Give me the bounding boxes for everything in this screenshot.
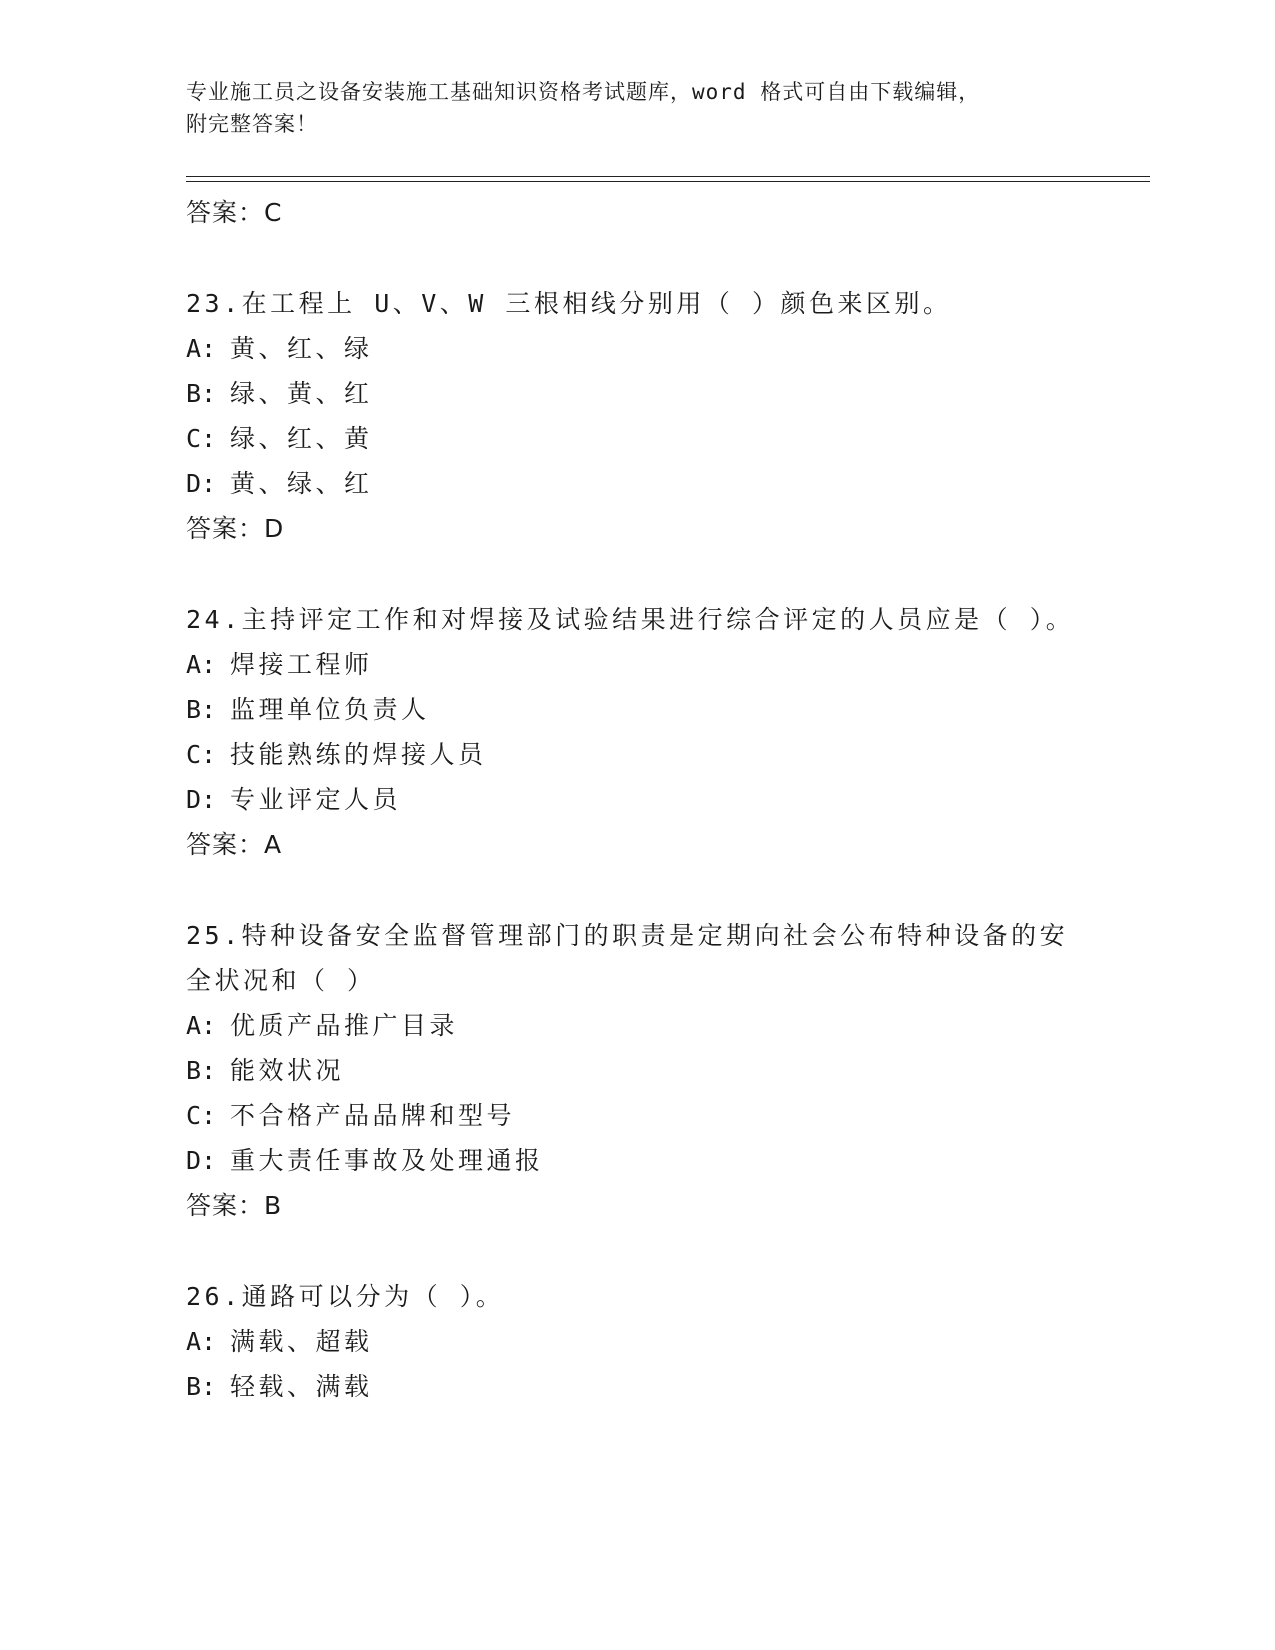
option-text: 技能熟练的焊接人员: [230, 740, 487, 769]
document-header: [186, 76, 1056, 140]
question-stem: 24.主持评定工作和对焊接及试验结果进行综合评定的人员应是（ ）。: [186, 605, 1075, 634]
option-c: [186, 1093, 1146, 1138]
question-26: [186, 1274, 1146, 1409]
option-key: A:: [186, 1011, 217, 1040]
answer-line: 答案：A: [186, 830, 283, 859]
option-a: [186, 326, 1146, 371]
answer-line: 答案：B: [186, 1191, 283, 1220]
option-b: [186, 371, 1146, 416]
option-text: 轻载、满载: [230, 1372, 373, 1401]
option-b: [186, 687, 1146, 732]
header-line-1: 专业施工员之设备安装施工基础知识资格考试题库，word 格式可自由下载编辑，: [186, 80, 981, 104]
question-25: [186, 913, 1146, 1228]
option-text: 重大责任事故及处理通报: [230, 1146, 544, 1175]
option-text: 能效状况: [230, 1056, 345, 1085]
option-key: A:: [186, 650, 217, 679]
option-key: C:: [186, 424, 217, 453]
question-list: [186, 190, 1146, 1409]
header-divider: [186, 176, 1150, 177]
option-key: B:: [186, 1056, 217, 1085]
option-key: A:: [186, 334, 217, 363]
option-text: 焊接工程师: [230, 650, 373, 679]
option-key: D:: [186, 785, 217, 814]
header-divider-secondary: [186, 181, 1150, 182]
option-b: [186, 1048, 1146, 1093]
option-text: 监理单位负责人: [230, 695, 430, 724]
option-d: [186, 777, 1146, 822]
option-key: B:: [186, 379, 217, 408]
option-text: 绿、黄、红: [230, 379, 373, 408]
answer-line: 答案：C: [186, 198, 283, 227]
option-key: B:: [186, 1372, 217, 1401]
option-d: [186, 1138, 1146, 1183]
option-a: [186, 642, 1146, 687]
option-text: 黄、绿、红: [230, 469, 373, 498]
option-c: [186, 732, 1146, 777]
option-b: [186, 1364, 1146, 1409]
question-24: [186, 597, 1146, 867]
answer-line: 答案：D: [186, 514, 285, 543]
option-text: 不合格产品品牌和型号: [230, 1101, 516, 1130]
option-a: [186, 1319, 1146, 1364]
option-text: 专业评定人员: [230, 785, 402, 814]
option-d: [186, 461, 1146, 506]
question-stem: 25.特种设备安全监督管理部门的职责是定期向社会公布特种设备的安全状况和（ ）: [186, 921, 1069, 995]
option-text: 优质产品推广目录: [230, 1011, 459, 1040]
option-key: C:: [186, 740, 217, 769]
option-text: 满载、超载: [230, 1327, 373, 1356]
header-line-2: 附完整答案！: [186, 112, 318, 136]
question-stem: 26.通路可以分为（ ）。: [186, 1282, 505, 1311]
question-23: [186, 281, 1146, 551]
option-key: C:: [186, 1101, 217, 1130]
question-stem: 23.在工程上 U、V、W 三根相线分别用（ ）颜色来区别。: [186, 289, 952, 318]
option-key: A:: [186, 1327, 217, 1356]
option-text: 绿、红、黄: [230, 424, 373, 453]
option-key: D:: [186, 469, 217, 498]
option-a: [186, 1003, 1146, 1048]
option-c: [186, 416, 1146, 461]
option-key: D:: [186, 1146, 217, 1175]
option-text: 黄、红、绿: [230, 334, 373, 363]
option-key: B:: [186, 695, 217, 724]
